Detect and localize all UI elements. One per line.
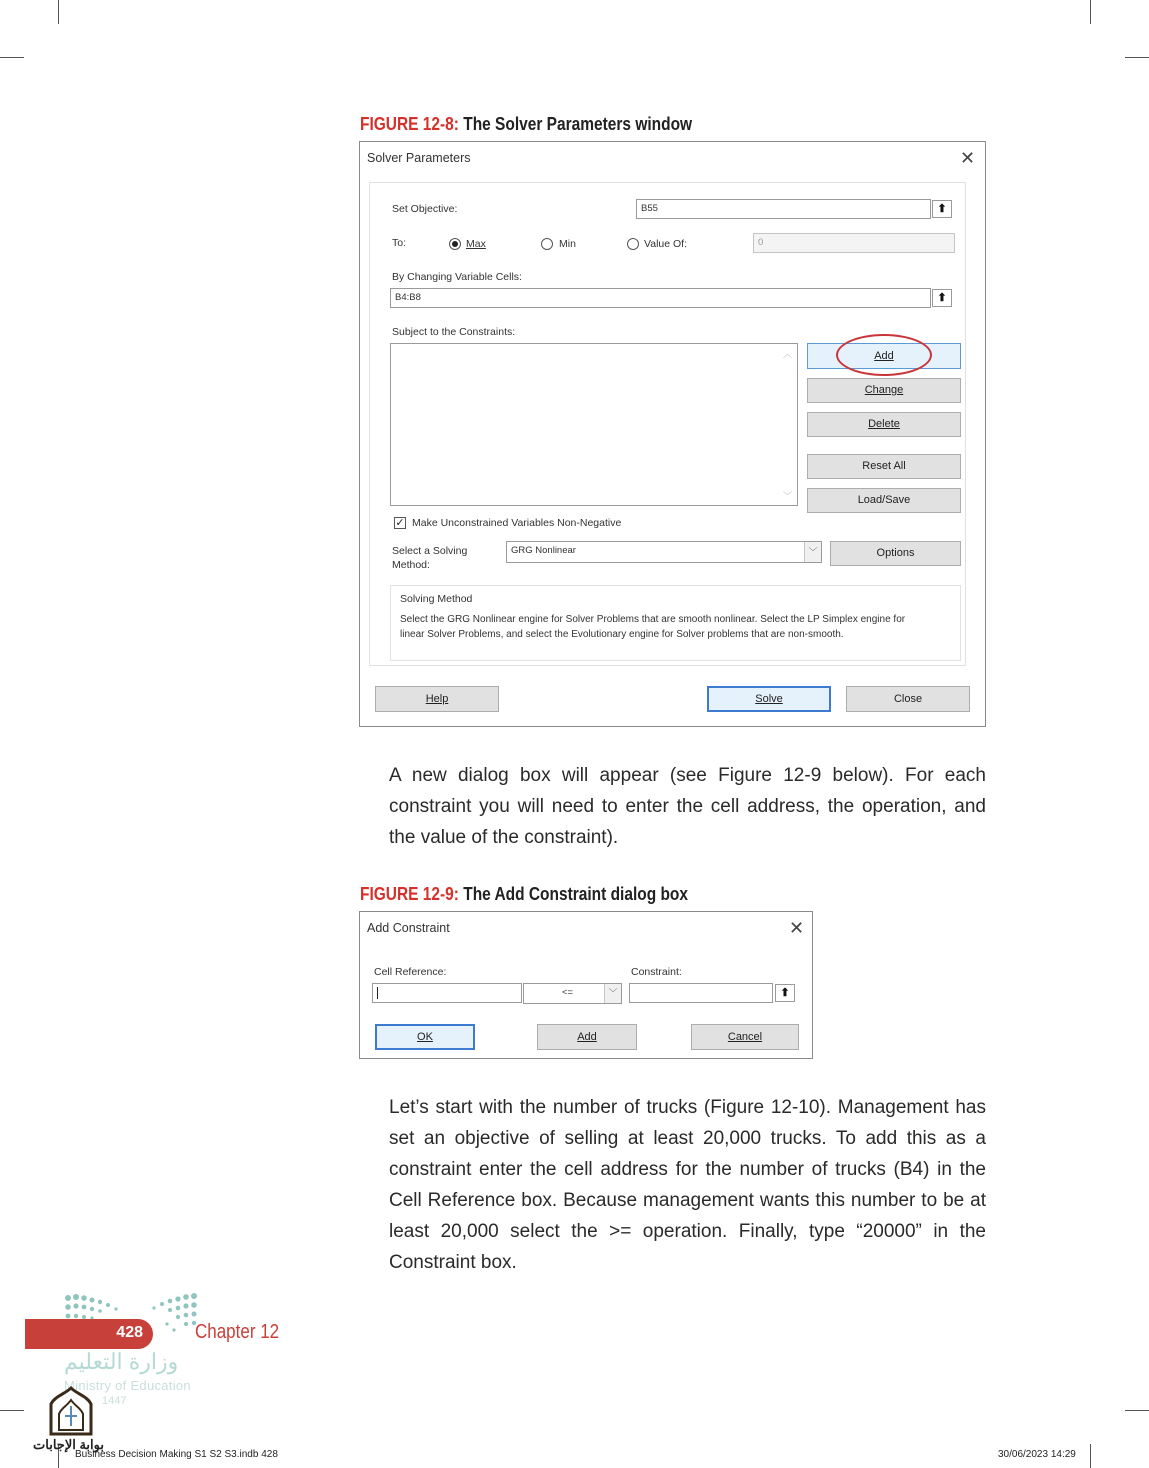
- operator-select[interactable]: <= ﹀: [523, 983, 622, 1004]
- constraint-label: Constraint:: [631, 966, 682, 978]
- close-icon[interactable]: ✕: [960, 148, 976, 168]
- figure-number: FIGURE 12-8:: [360, 114, 459, 134]
- changing-cells-input[interactable]: B4:B8: [390, 288, 931, 308]
- add-button[interactable]: Add: [537, 1024, 637, 1050]
- file-info: Business Decision Making S1 S2 S3.indb 428: [75, 1449, 278, 1460]
- ministry-arabic-name: وزارة التعليم: [64, 1349, 179, 1374]
- figure-caption: [360, 114, 692, 135]
- highlight-ellipse: [836, 334, 932, 376]
- body-paragraph: Let’s start with the number of trucks (Figure 12-10). Management has set an objective of selling at least 20,000 trucks. To add this as a constraint enter the cell address for the number of trucks (B4) in the Cell Reference box. Because management wants this number to be at least 20,000 select the >= operation. Finally, type “20000” in the Constraint box.: [389, 1097, 986, 1273]
- crop-mark: [1090, 1444, 1091, 1468]
- radio-min-label: Min: [559, 238, 576, 250]
- radio-max-label: Max: [466, 238, 486, 250]
- body-paragraph: A new dialog box will appear (see Figure 12-9 below). For each constraint you will need to enter the cell address, the operation, and the value of the constraint).: [389, 765, 986, 848]
- chapter-label: Chapter 12: [195, 1321, 280, 1343]
- constraint-input[interactable]: [629, 983, 773, 1003]
- change-button[interactable]: Change: [807, 378, 961, 403]
- figure-number: FIGURE 12-9:: [360, 884, 459, 904]
- page-number: 428: [116, 1324, 143, 1341]
- method-label-line2: Method:: [392, 559, 430, 571]
- collapse-dialog-icon[interactable]: ⬆: [775, 984, 795, 1002]
- crop-mark: [1125, 1410, 1149, 1411]
- radio-max[interactable]: [449, 238, 461, 250]
- nonneg-checkbox[interactable]: ✓: [395, 517, 405, 529]
- method-label: Select a Solving: [392, 545, 468, 557]
- load-save-button[interactable]: Load/Save: [807, 488, 961, 513]
- scroll-up-icon[interactable]: ︿: [782, 349, 792, 359]
- crop-mark: [58, 0, 59, 24]
- solving-method-description: Select the GRG Nonlinear engine for Solver Problems that are smooth nonlinear. Select the LP Simplex engine for linear Solver Problems, and select the Evolutionary engine for Solver problems that are non-smooth.: [400, 614, 906, 640]
- radio-value-of-label: Value Of:: [644, 238, 687, 250]
- crop-mark: [1090, 0, 1091, 24]
- delete-button[interactable]: Delete: [807, 412, 961, 437]
- close-button[interactable]: Close: [846, 686, 970, 712]
- value-of-input[interactable]: 0: [753, 233, 955, 253]
- cell-reference-label: Cell Reference:: [374, 966, 447, 978]
- dialog-title: Solver Parameters: [367, 151, 471, 165]
- figure-title: The Solver Parameters window: [463, 114, 693, 134]
- cell-reference-input[interactable]: [372, 983, 522, 1003]
- collapse-dialog-icon[interactable]: ⬆: [932, 289, 952, 307]
- ministry-year: 1447: [102, 1395, 127, 1407]
- page-number-badge: [25, 1319, 153, 1349]
- crop-mark: [0, 57, 24, 58]
- text-cursor: [377, 987, 378, 999]
- ok-button[interactable]: OK: [375, 1024, 475, 1050]
- set-objective-label: Set Objective:: [392, 203, 458, 215]
- close-icon[interactable]: ✕: [789, 918, 805, 938]
- set-objective-input[interactable]: B55: [636, 199, 931, 219]
- solve-button[interactable]: Solve: [707, 686, 831, 712]
- collapse-dialog-icon[interactable]: ⬆: [932, 200, 952, 218]
- solving-method-select[interactable]: GRG Nonlinear ﹀: [506, 541, 822, 563]
- constraints-listbox[interactable]: [390, 343, 798, 506]
- radio-min[interactable]: [541, 238, 553, 250]
- add-constraint-dialog: [359, 911, 813, 1059]
- dialog-title: Add Constraint: [367, 921, 450, 935]
- solving-method-title: Solving Method: [400, 593, 473, 605]
- nonneg-label: Make Unconstrained Variables Non-Negative: [412, 517, 622, 529]
- constraints-label: Subject to the Constraints:: [392, 326, 516, 338]
- options-button[interactable]: Options: [830, 541, 961, 566]
- site-logo-icon: [47, 1386, 95, 1438]
- figure-caption: [360, 884, 688, 905]
- chevron-down-icon[interactable]: ﹀: [804, 542, 821, 562]
- print-date-time: 30/06/2023 14:29: [998, 1449, 1076, 1460]
- crop-mark: [1125, 57, 1149, 58]
- solver-parameters-dialog: [359, 141, 986, 727]
- help-button[interactable]: Help: [375, 686, 499, 712]
- figure-title: The Add Constraint dialog box: [463, 884, 688, 904]
- site-logo-text: بوابة الإجابات: [33, 1437, 104, 1452]
- chevron-down-icon[interactable]: ﹀: [604, 984, 621, 1003]
- crop-mark: [0, 1410, 24, 1411]
- cancel-button[interactable]: Cancel: [691, 1024, 799, 1050]
- to-label: To:: [392, 237, 407, 249]
- radio-value-of[interactable]: [627, 238, 639, 250]
- scroll-down-icon[interactable]: ﹀: [782, 491, 792, 501]
- ministry-english-name: Ministry of Education: [64, 1378, 191, 1393]
- add-button[interactable]: Add: [807, 343, 961, 369]
- changing-cells-label: By Changing Variable Cells:: [392, 271, 522, 283]
- reset-all-button[interactable]: Reset All: [807, 454, 961, 479]
